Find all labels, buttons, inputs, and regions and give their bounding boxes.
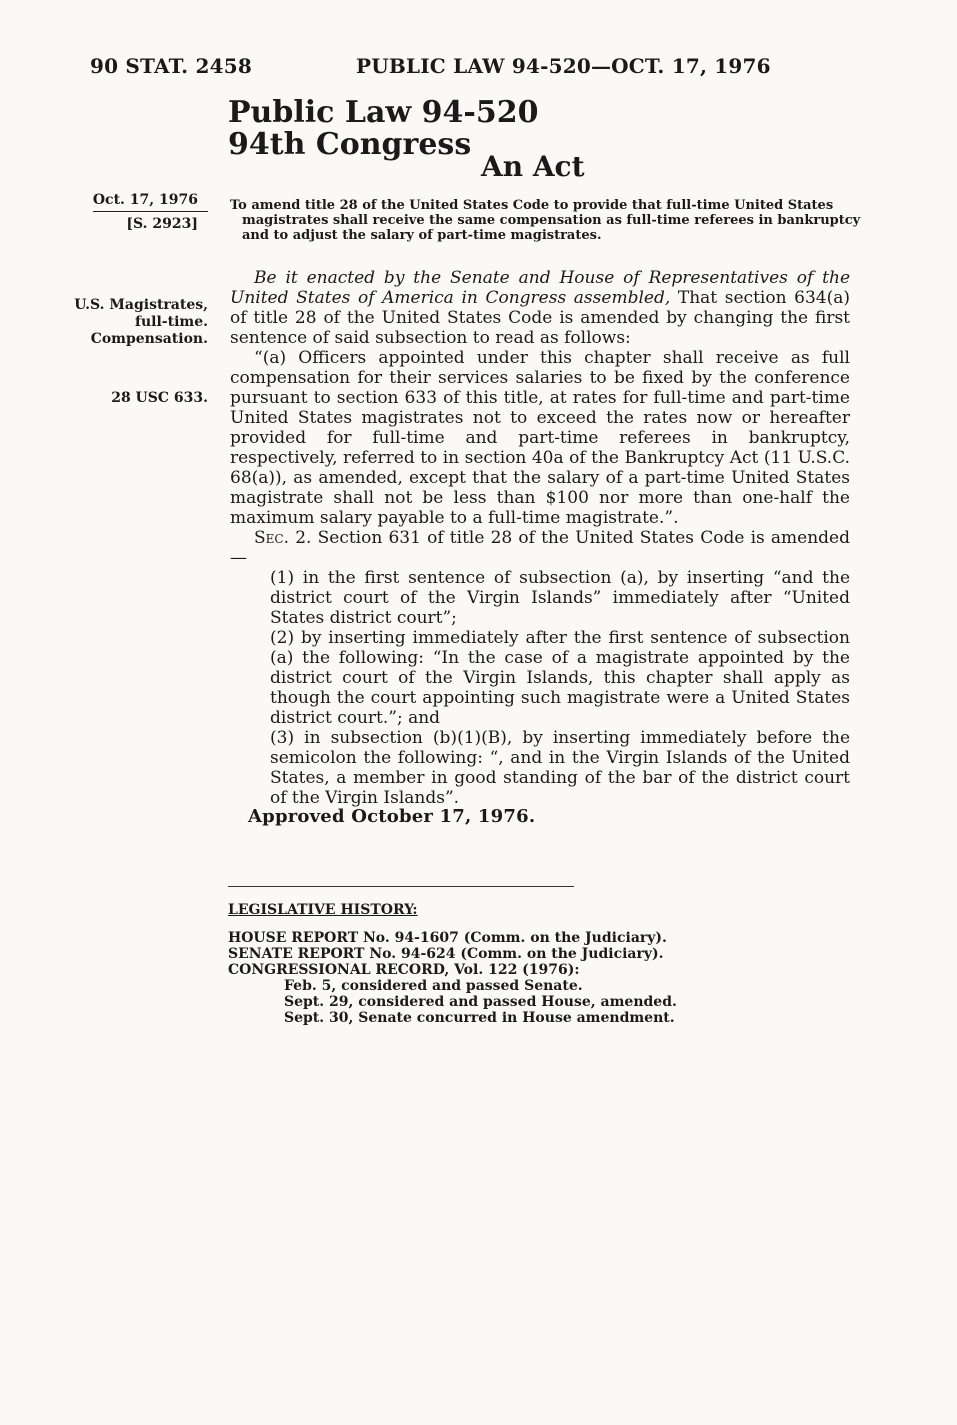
marginal-topic-text: U.S. Magistrates, full-time. Compensation. bbox=[74, 297, 208, 347]
approval-line: Approved October 17, 1976. bbox=[248, 806, 536, 827]
section-2 bbox=[230, 528, 850, 568]
congress-number: 94th Congress bbox=[228, 127, 472, 162]
item-number: (2) bbox=[270, 628, 295, 648]
subsection-item bbox=[230, 568, 850, 628]
marginal-citation-text: 28 USC 633. bbox=[111, 390, 208, 406]
act-description: To amend title 28 of the United States Code to provide that full-time United States magistrates shall receive the same compensation as full-time referees in bankruptcy and to adjust the salary of part-time magistrates. bbox=[230, 198, 861, 243]
sec-text: Section 631 of title 28 of the United States Code is amended— bbox=[230, 528, 850, 568]
history-line: CONGRESSIONAL RECORD, Vol. 122 (1976): bbox=[228, 962, 580, 978]
enacting-clause bbox=[230, 268, 850, 348]
item-number: (1) bbox=[270, 568, 295, 588]
subsection-item bbox=[230, 628, 850, 728]
history-subline: Sept. 30, Senate concurred in House amendment. bbox=[284, 1010, 675, 1026]
history-subline: Feb. 5, considered and passed Senate. bbox=[284, 978, 583, 994]
marginal-topic bbox=[58, 297, 208, 348]
legislative-history-heading: LEGISLATIVE HISTORY: bbox=[228, 902, 418, 918]
bill-number: [S. 2923] bbox=[126, 216, 198, 232]
marginal-date-block bbox=[58, 192, 208, 233]
legislative-history bbox=[228, 902, 848, 1026]
item-text: in the first sentence of subsection (a), by inserting “and the district court of the Virgin Islands” immediately after “United States district court”; bbox=[270, 568, 851, 628]
sec-number: 2. bbox=[295, 528, 312, 548]
sec-label: Sec. bbox=[254, 528, 289, 548]
history-line: SENATE REPORT No. 94-624 (Comm. on the Judiciary). bbox=[228, 946, 664, 962]
history-subline: Sept. 29, considered and passed House, amended. bbox=[284, 994, 677, 1010]
item-text: by inserting immediately after the first sentence of subsection (a) the following: “In the case of a magistrate appointed by the district court of the Virgin Islands, this chapter shall apply as though the court appointing such magistrate were a United States district court.”; and bbox=[270, 628, 850, 728]
statute-page-ref: 90 STAT. 2458 bbox=[90, 54, 252, 78]
public-law-number: Public Law 94-520 bbox=[228, 95, 539, 130]
marginal-citation bbox=[58, 390, 208, 407]
act-label: An Act bbox=[481, 150, 585, 183]
enactment-date: Oct. 17, 1976 bbox=[93, 192, 208, 212]
item-text: in subsection (b)(1)(B), by inserting immediately before the semicolon the following: “, and in the Virgin Islands of the United States, a member in good standing of the bar of the district court of the Virgin Islands”. bbox=[270, 728, 851, 808]
running-head: PUBLIC LAW 94-520—OCT. 17, 1976 bbox=[356, 54, 771, 78]
divider-line bbox=[228, 886, 574, 887]
law-title-block bbox=[228, 95, 848, 183]
enacting-formula: Be it enacted by the Senate and House of Representatives of the United States of America in Congress assembled, bbox=[230, 268, 850, 308]
history-line: HOUSE REPORT No. 94-1607 (Comm. on the Judiciary). bbox=[228, 930, 667, 946]
amended-text-quote: “(a) Officers appointed under this chapter shall receive as full compensation for their services salaries to be fixed by the conference pursuant to section 633 of this title, at rates for full-time and part-time United States magistrates not to exceed the rates now or hereafter provided for full-time and part-time referees in bankruptcy, respectively, referred to in section 40a of the Bankruptcy Act (11 U.S.C. 68(a)), as amended, except that the salary of a part-time United States magistrate shall not be less than $100 nor more than one-half the maximum salary payable to a full-time magistrate.”. bbox=[230, 348, 850, 528]
enacting-rest: That section 634(a) of title 28 of the United States Code is amended by changing the first sentence of said subsection to read as follows: bbox=[230, 288, 850, 348]
subsection-item bbox=[230, 728, 850, 808]
item-number: (3) bbox=[270, 728, 295, 748]
law-body bbox=[230, 268, 850, 808]
